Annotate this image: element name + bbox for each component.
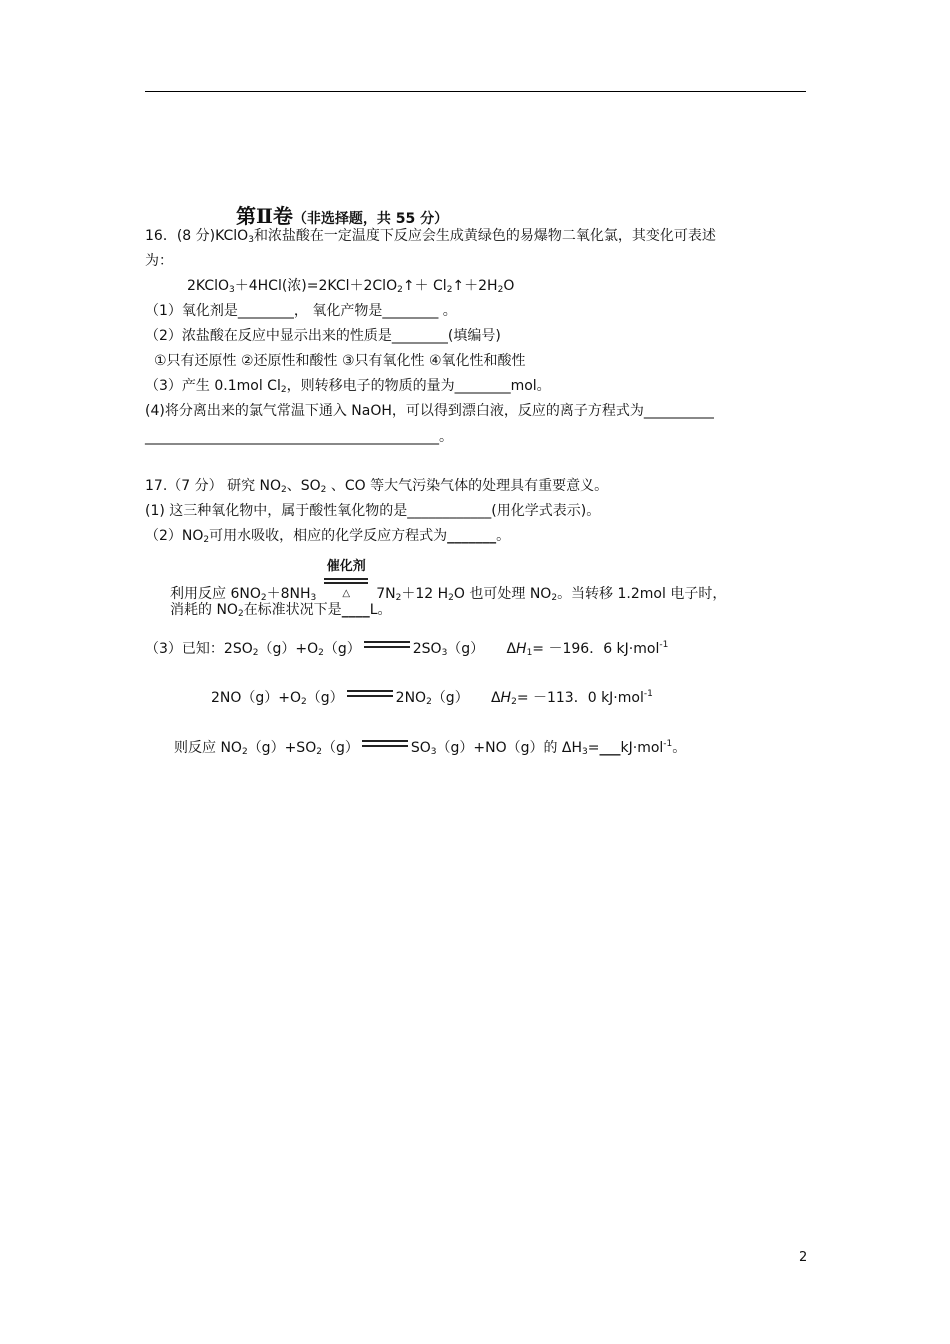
q17-part3-eq1: （3）已知：$2SO_2(g)+O_2(g)$ $2SO_3(g)$ $\Delta H_1= -196$．6 kJ·mol$^{-1}$: [145, 640, 669, 658]
q17-part3-question: 则反应 $NO_2(g)+SO_2(g)$ $SO_3(g)+NO(g)$的 $\Delta H_3=\_\_\_kJ\cdot mol^{-1}$。: [174, 739, 687, 757]
equilibrium-arrow-icon: [347, 688, 393, 700]
q16-part4-line1: (4)将分离出来的氯气常温下通入 NaOH，可以得到漂白液，反应的离子方程式为__________: [145, 403, 714, 419]
q16-line2: 为：: [145, 253, 173, 269]
q17-part3-eq2: $2NO(g)+O_2(g)$ $2NO_2(g)$ $\Delta H_2= -113$．0 kJ·mol$^{-1}$: [211, 689, 653, 707]
q17-line1: 17.（7 分） 研究 $NO_2$、$SO_2$ 、CO 等大气污染气体的处理具有重要意义。: [145, 478, 609, 495]
q17-reaction-line2: 消耗的 $NO_2$在标准状况下是____L。: [170, 602, 392, 619]
equilibrium-arrow-icon: [364, 639, 410, 651]
q16-part2: （2）浓盐酸在反应中显示出来的性质是________(填编号): [145, 328, 501, 344]
q16-part2-options: ①只有还原性 ②还原性和酸性 ③只有氧化性 ④氧化性和酸性: [154, 353, 526, 369]
equilibrium-arrow-icon: [362, 738, 408, 750]
q16-part4-line2: __________________________________________。: [145, 429, 453, 445]
q17-reaction-line1: 利用反应 $6NO_2+8NH_3$ 催化剂 △ $7N_2+12$ $H_2O$ 也可处理 $NO_2$。当转移 1.2mol 电子时，: [170, 559, 727, 603]
section-title-main: 第Ⅱ卷: [236, 204, 293, 228]
section-title: [236, 200, 448, 229]
page-number: 2: [799, 1250, 808, 1265]
section-title-sub: （非选择题，共 55 分）: [292, 211, 449, 227]
q16-line1: 16．(8 分)KClO$_3$和浓盐酸在一定温度下反应会生成黄绿色的易爆物二氧化氯，其变化可表述: [145, 228, 716, 245]
q16-part3: （3）产生 0.1mol $Cl_2$，则转移电子的物质的量为________mol。: [145, 378, 551, 395]
catalyst-arrow-icon: 催化剂 △: [322, 570, 370, 600]
q17-part2: $(2)NO_2$可用水吸收，相应的化学反应方程式为_______。: [145, 528, 511, 545]
q17-part1: (1) 这三种氧化物中，属于酸性氧化物的是____________(用化学式表示)。: [145, 503, 601, 519]
header-rule: [145, 91, 806, 92]
q16-part1: （1）氧化剂是________， 氧化产物是________ 。: [145, 303, 457, 319]
q16-equation: 2KClO$_3$＋4HCl(浓)=2KCl＋2ClO$_2$↑＋ $Cl_2↑+2H_2O$: [187, 278, 515, 295]
